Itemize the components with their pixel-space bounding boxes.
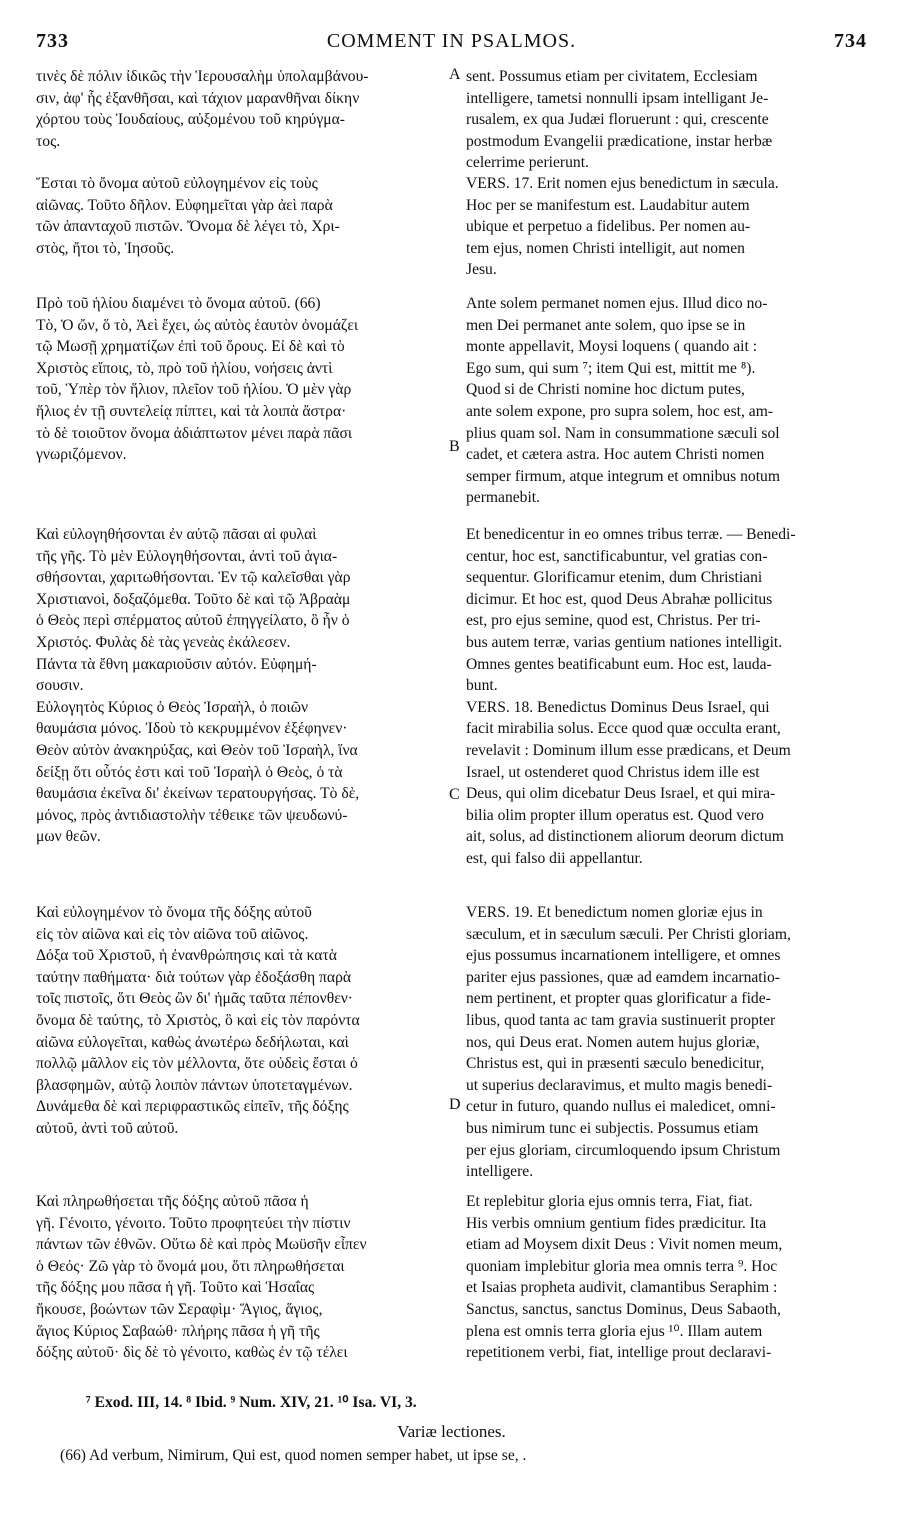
- text-line: μόνος, πρὸς ἀντιδιαστολὴν τέθεικε τῶν ψευδωνύ-: [36, 806, 348, 824]
- text-line: monte appellavit, Moysi loquens ( quando ait :: [466, 338, 758, 356]
- page-header: [36, 30, 867, 60]
- text-line: Δυνάμεθα δὲ καὶ περιφραστικῶς εἰπεῖν, τῆς δόξης: [36, 1098, 349, 1116]
- left-column-paragraph: [36, 293, 446, 466]
- margin-markers: [447, 66, 465, 1466]
- text-line: στὸς, ἤτοι τὸ, Ἰησοῦς.: [36, 239, 175, 257]
- text-line: Deus, qui olim dicebatur Deus Israel, et qui mira-: [466, 785, 776, 803]
- text-line: Εὐλογητὸς Κύριος ὁ Θεὸς Ἰσραὴλ, ὁ ποιῶν: [36, 698, 309, 716]
- left-page-number: 733: [36, 30, 69, 52]
- text-line: τὸ δὲ τοιοῦτον ὄνομα ἀδιάπτωτον μένει παρὰ πᾶσι: [36, 424, 353, 442]
- text-line: μων θεῶν.: [36, 828, 101, 846]
- text-line: Πάντα τὰ ἔθνη μακαριοῦσιν αὐτόν. Εὐφημή-: [36, 655, 317, 673]
- text-line: cetur in futuro, quando nullus ei maledicet, omni-: [466, 1098, 776, 1116]
- text-line: ante solem expone, pro supra solem, hoc est, am-: [466, 402, 774, 420]
- text-line: rusalem, ex qua Judæi floruerunt : qui, crescente: [466, 111, 769, 129]
- text-line: Jesu.: [466, 261, 497, 279]
- text-line: θαυμάσια μόνος. Ἰδοὺ τὸ κεκρυμμένον ἐξέφηνεν·: [36, 720, 348, 738]
- variant-note: (66) Ad verbum, Nimirum, Qui est, quod nomen semper habet, ut ipse se, .: [60, 1447, 527, 1464]
- margin-marker-b: B: [449, 438, 460, 455]
- text-line: intelligere.: [466, 1163, 534, 1181]
- margin-marker-c: C: [449, 786, 460, 803]
- text-line: Israel, ut ostenderet quod Christus idem ille est: [466, 763, 760, 781]
- left-column-paragraph: [36, 173, 446, 259]
- text-line: bus nimirum tunc ei subjectis. Possumus etiam: [466, 1119, 759, 1137]
- text-line: sæculum, et in sæculum sæculi. Per Christi gloriam,: [466, 925, 791, 943]
- text-line: est, pro ejus semine, quod est, Christus. Per tri-: [466, 612, 761, 630]
- text-line: nem pertinent, et propter quas glorificatur a fide-: [466, 990, 771, 1008]
- right-page-number: 734: [833, 30, 867, 52]
- text-line: αἰῶνα εὐλογεῖται, καθὼς ἀνωτέρω δεδήλωται, καὶ: [36, 1033, 349, 1051]
- text-line: dicimur. Et hoc est, quod Deus Abrahæ pollicitus: [466, 590, 773, 608]
- text-line: τοῖς πιστοῖς, ὅτι Θεὸς ὢν δι' ἡμᾶς ταῦτα πέπονθεν·: [36, 990, 353, 1008]
- text-line: bunt.: [466, 677, 498, 695]
- text-line: Ἔσται τὸ ὄνομα αὐτοῦ εὐλογημένον εἰς τοὺς: [36, 175, 318, 192]
- right-column-paragraph: [466, 902, 868, 1183]
- text-line: tem ejus, nomen Christi intelligit, aut nomen: [466, 239, 745, 257]
- text-line: βλασφημῶν, αὐτῷ λοιπὸν πάντων ὑποτεταγμένων.: [36, 1076, 353, 1094]
- text-line: ὁ Θεός· Ζῶ γὰρ τὸ ὄνομά μου, ὅτι πληρωθήσεται: [36, 1257, 345, 1275]
- text-line: τῆς δόξης μου πᾶσα ἡ γῆ. Τοῦτο καὶ Ἡσαΐας: [36, 1279, 315, 1297]
- text-line: τινὲς δὲ πόλιν ἰδικῶς τὴν Ἱερουσαλὴμ ὑπολαμβάνου-: [36, 68, 369, 85]
- text-line: Καὶ εὐλογηθήσονται ἐν αὐτῷ πᾶσαι αἱ φυλαὶ: [36, 526, 317, 543]
- text-line: χόρτου τοὺς Ἰουδαίους, αὐξομένου τοῦ κηρύγμα-: [36, 111, 345, 129]
- right-column-paragraph: [466, 1191, 868, 1364]
- text-line: αἰῶνας. Τοῦτο δῆλον. Εὐφημεῖται γὰρ ἀεὶ παρὰ: [36, 196, 333, 214]
- text-line: δείξῃ ὅτι οὗτός ἐστι καὶ τοῦ Ἰσραὴλ ὁ Θεὸς, ὁ τὰ: [36, 763, 343, 781]
- text-line: Quod si de Christi nomine hoc dictum putes,: [466, 381, 745, 399]
- text-line: ait, solus, ad distinctionem aliorum deorum dictum: [466, 828, 784, 846]
- text-line: libus, quod tanta ac tam gravia sustinuerit propter: [466, 1011, 776, 1029]
- text-line: ubique et perpetuo a fidelibus. Per nomen au-: [466, 218, 751, 236]
- text-line: Τὸ, Ὁ ὤν, ὅ τὸ, Ἀεὶ ἔχει, ὡς αὐτὸς ἑαυτὸν ὀνομάζει: [36, 316, 359, 334]
- text-line: τοῦ, Ὑπὲρ τὸν ἥλιον, πλεῖον τοῦ ἡλίου. Ὁ μὲν γὰρ: [36, 381, 352, 399]
- text-line: δόξης αὐτοῦ· δὶς δὲ τὸ γένοιτο, καθὼς ἐν τῷ τέλει: [36, 1344, 348, 1362]
- text-line: VERS. 18. Benedictus Dominus Deus Israel, qui: [466, 698, 770, 716]
- text-line: sent. Possumus etiam per civitatem, Ecclesiam: [466, 68, 758, 85]
- text-line: permanebit.: [466, 489, 541, 507]
- text-line: Et benedicentur in eo omnes tribus terræ. — Benedi-: [466, 526, 796, 543]
- text-line: ἥλιος ἐν τῇ συντελείᾳ πίπτει, καὶ τὰ λοιπὰ ἄστρα·: [36, 402, 347, 420]
- text-line: bilia olim propter illum operatus est. Quod vero: [466, 806, 764, 824]
- text-line: ut superius declaravimus, et multo magis benedi-: [466, 1076, 773, 1094]
- right-column-paragraph: [466, 293, 868, 509]
- right-column-paragraph: [466, 524, 868, 870]
- text-line: θαυμάσια ἐκεῖνα δι' ἐκείνων τερατουργήσας. Τὸ δὲ,: [36, 785, 360, 803]
- text-line: Χριστιανοὶ, δοξαζόμεθα. Τοῦτο δὲ καὶ τῷ Ἀβραὰμ: [36, 590, 351, 608]
- left-column-paragraph: [36, 524, 446, 848]
- text-line: τῆς γῆς. Τὸ μὲν Εὐλογηθήσονται, ἀντὶ τοῦ ἁγια-: [36, 547, 338, 565]
- left-column-paragraph: [36, 1191, 446, 1364]
- text-line: ὄνομα δὲ ταύτης, τὸ Χριστὸς, ὃ καὶ εἰς τὸν παρόντα: [36, 1011, 360, 1029]
- text-line: quoniam implebitur gloria mea omnis terra ⁹. Hoc: [466, 1257, 778, 1275]
- text-line: nos, qui Deus erat. Nomen autem hujus gloriæ,: [466, 1033, 760, 1051]
- text-line: intelligere, tametsi nonnulli ipsam intelligant Je-: [466, 89, 769, 107]
- text-line: πάντων τῶν ἐθνῶν. Οὕτω δὲ καὶ πρὸς Μωϋσῆν εἶπεν: [36, 1236, 367, 1254]
- text-line: τος.: [36, 132, 61, 150]
- variae-lectiones-heading: Variæ lectiones.: [397, 1422, 506, 1441]
- text-line: men Dei permanet ante solem, quo ipse se in: [466, 316, 746, 334]
- text-line: Christus est, qui in præsenti sæculo benedicitur,: [466, 1055, 765, 1073]
- text-line: VERS. 19. Et benedictum nomen gloriæ ejus in: [466, 904, 763, 921]
- text-line: Χριστός. Φυλὰς δὲ τὰς γενεὰς ἐκάλεσεν.: [36, 633, 291, 651]
- text-line: bus autem terræ, varias gentium nationes intelligit.: [466, 633, 783, 651]
- text-line: Καὶ εὐλογημένον τὸ ὄνομα τῆς δόξης αὐτοῦ: [36, 904, 312, 921]
- text-line: τῶν ἁπανταχοῦ πιστῶν. Ὄνομα δὲ λέγει τὸ, Χρι-: [36, 218, 340, 236]
- text-line: Ego sum, qui sum ⁷; item Qui est, mittit me ⁸).: [466, 359, 756, 377]
- text-line: τῷ Μωσῇ χρηματίζων ἐπὶ τοῦ ὄρους. Εἰ δὲ καὶ τὸ: [36, 338, 345, 356]
- text-line: ἅγιος Κύριος Σαβαώθ· πλήρης πᾶσα ἡ γῆ τῆς: [36, 1322, 320, 1340]
- text-line: revelavit : Dominum illum esse prædicans, et Deum: [466, 741, 791, 759]
- text-line: plius quam sol. Nam in consummatione sæculi sol: [466, 424, 780, 442]
- text-line: cadet, et cætera astra. Hoc autem Christi nomen: [466, 446, 765, 464]
- margin-marker-a: A: [449, 66, 461, 83]
- text-line: semper firmum, atque integrum et omnibus notum: [466, 467, 780, 485]
- text-line: Καὶ πληρωθήσεται τῆς δόξης αὐτοῦ πᾶσα ἡ: [36, 1193, 309, 1210]
- text-line: plena est omnis terra gloria ejus ¹⁰. Illam autem: [466, 1322, 763, 1340]
- text-line: σιν, ἀφ' ἧς ἐξανθῆσαι, καὶ τάχιον μαρανθῆναι δίκην: [36, 89, 360, 107]
- text-line: His verbis omnium gentium fides prædicitur. Ita: [466, 1214, 767, 1232]
- text-line: etiam ad Moysem dixit Deus : Vivit nomen meum,: [466, 1236, 783, 1254]
- text-line: Πρὸ τοῦ ἡλίου διαμένει τὸ ὄνομα αὐτοῦ. (66): [36, 295, 321, 312]
- text-line: σουσιν.: [36, 677, 84, 695]
- text-line: πολλῷ μᾶλλον εἰς τὸν μέλλοντα, ὅτε οὐδεὶς ἔσται ὁ: [36, 1055, 358, 1073]
- text-line: facit mirabilia solus. Ecce quod quæ occulta erant,: [466, 720, 781, 738]
- text-line: celerrime perierunt.: [466, 154, 589, 172]
- text-line: sequentur. Glorificamur etenim, dum Christiani: [466, 569, 763, 587]
- text-line: αὐτοῦ, ἀντὶ τοῦ αὐτοῦ.: [36, 1119, 179, 1137]
- text-line: Hoc per se manifestum est. Laudabitur autem: [466, 196, 750, 214]
- text-line: Θεὸν αὐτὸν ἀνακηρύξας, καὶ Θεὸν τοῦ Ἰσραὴλ, ἵνα: [36, 741, 358, 759]
- text-line: Χριστὸς εἴποις, τὸ, πρὸ τοῦ ἡλίου, νοήσεις ἀντὶ: [36, 359, 333, 377]
- running-title: COMMENT IN PSALMOS.: [326, 30, 577, 52]
- text-line: centur, hoc est, sanctificabuntur, vel gratias con-: [466, 547, 768, 565]
- text-line: Et replebitur gloria ejus omnis terra, Fiat, fiat.: [466, 1193, 753, 1210]
- right-column-paragraph: [466, 66, 868, 174]
- left-column-paragraph: [36, 902, 446, 1140]
- text-line: Ante solem permanet nomen ejus. Illud dico no-: [466, 295, 768, 312]
- text-line: ὁ Θεὸς περὶ σπέρματος αὐτοῦ ἐπηγγείλατο, ὃ ἦν ὁ: [36, 612, 350, 630]
- text-line: VERS. 17. Erit nomen ejus benedictum in sæcula.: [466, 175, 779, 192]
- text-line: et Isaias propheta audivit, clamantibus Seraphim :: [466, 1279, 778, 1297]
- text-line: Δόξα τοῦ Χριστοῦ, ἡ ἐνανθρώπησις καὶ τὰ κατὰ: [36, 947, 337, 965]
- text-line: εἰς τὸν αἰῶνα καὶ εἰς τὸν αἰῶνα τοῦ αἰῶνος.: [36, 925, 309, 943]
- text-line: Omnes gentes beatificabunt eum. Hoc est, lauda-: [466, 655, 772, 673]
- text-line: per ejus gloriam, circumloquendo ipsum Christum: [466, 1141, 781, 1159]
- text-line: γνωριζόμενον.: [36, 446, 127, 464]
- text-line: γῆ. Γένοιτο, γένοιτο. Τοῦτο προφητεύει τὴν πίστιν: [36, 1214, 351, 1232]
- text-line: repetitionem verbi, fiat, intellige prout declaravi-: [466, 1344, 772, 1362]
- margin-marker-d: D: [449, 1096, 461, 1113]
- text-line: postmodum Evangelii prædicatione, instar herbæ: [466, 132, 773, 150]
- text-line: ejus possumus incarnationem intelligere, et omnes: [466, 947, 781, 965]
- text-line: ταύτην παθήματα· διὰ τούτων γὰρ ἐδοξάσθη παρὰ: [36, 968, 352, 986]
- text-line: σθήσονται, χαριτωθήσονται. Ἐν τῷ καλεῖσθαι γὰρ: [36, 569, 351, 587]
- footnotes: ⁷ Exod. III, 14. ⁸ Ibid. ⁹ Num. XIV, 21. ¹⁰ Isa. VI, 3.: [86, 1394, 417, 1411]
- text-line: pariter ejus passiones, quæ ad eamdem incarnatio-: [466, 968, 780, 986]
- right-column-paragraph: [466, 173, 868, 281]
- text-line: est, qui falso dii appellantur.: [466, 849, 643, 867]
- left-column-paragraph: [36, 66, 446, 152]
- text-line: Sanctus, sanctus, sanctus Dominus, Deus Sabaoth,: [466, 1300, 781, 1318]
- text-line: ἤκουσε, βοώντων τῶν Σεραφὶμ· Ἅγιος, ἅγιος,: [36, 1300, 323, 1318]
